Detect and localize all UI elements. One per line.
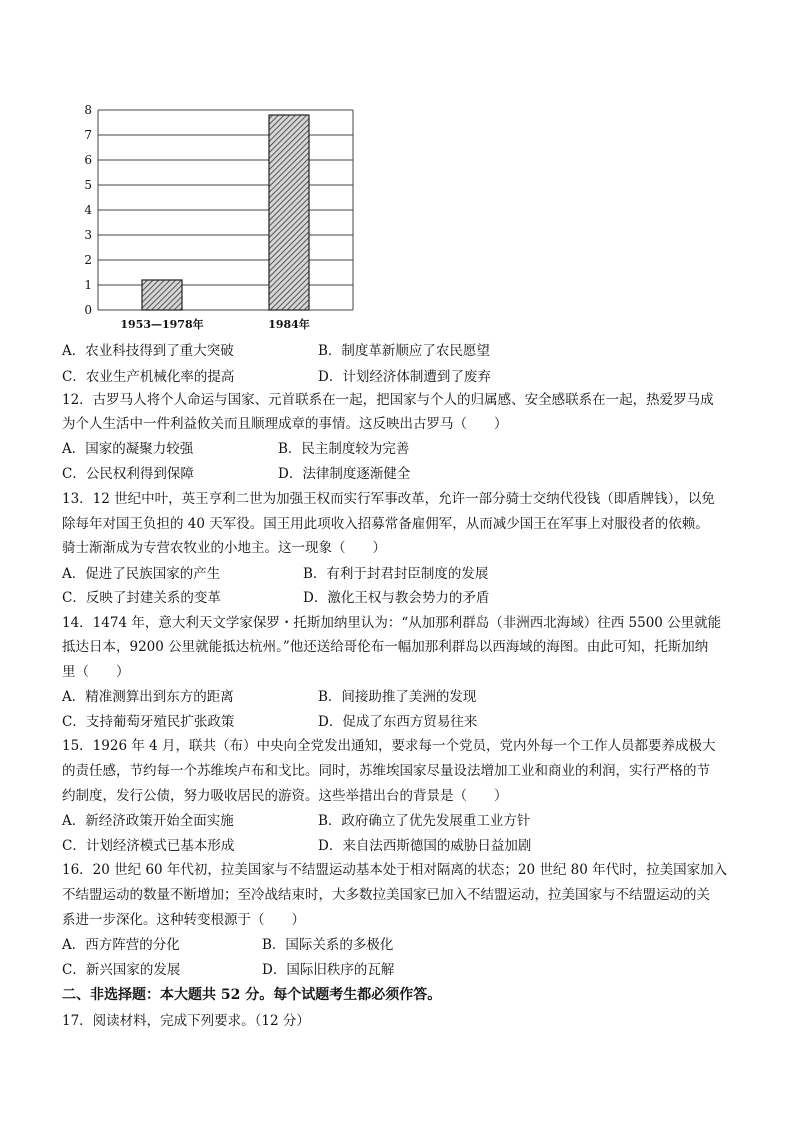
q13-option-d: D．激化王权与教会势力的矛盾 <box>303 590 490 606</box>
y-tick-label: 5 <box>84 178 92 192</box>
y-tick-label: 8 <box>84 103 92 117</box>
q15-stem: 的责任感，节约每一个苏维埃卢布和戈比。同时，苏维埃国家尽量设法增加工业和商业的利润，实行严格的节 <box>62 763 710 779</box>
q12-option-a: A．国家的凝聚力较强 <box>62 441 194 457</box>
y-tick-label: 4 <box>84 203 92 217</box>
q17-stem: 17．阅读材料，完成下列要求。（12 分） <box>62 1013 310 1029</box>
q16-option-d: D．国际旧秩序的瓦解 <box>262 962 395 978</box>
q14-stem: 14．1474 年，意大利天文学家保罗・托斯加纳里认为：“从加那利群岛（非洲西北海域）往西 5500 公里就能 <box>62 615 722 631</box>
q15-option-c: C．计划经济模式已基本形成 <box>62 838 235 854</box>
q13-option-c: C．反映了封建关系的变革 <box>62 590 221 606</box>
q14-stem: 抵达日本，9200 公里就能抵达杭州。”他还送给哥伦布一幅加那利群岛以西海域的海图。由此可知，托斯加纳 <box>62 639 709 655</box>
q14-option-c: C．支持葡萄牙殖民扩张政策 <box>62 714 235 730</box>
q12-option-b: B．民主制度较为完善 <box>278 441 410 457</box>
q15-option-d: D．来自法西斯德国的威胁日益加剧 <box>318 838 532 854</box>
q13-option-b: B．有利于封君封臣制度的发展 <box>303 566 489 582</box>
y-tick-label: 6 <box>84 153 92 167</box>
q16-option-a: A．西方阵营的分化 <box>62 937 180 953</box>
q16-option-c: C．新兴国家的发展 <box>62 962 181 978</box>
q12-option-d: D．法律制度逐渐健全 <box>278 466 411 482</box>
y-tick-label: 2 <box>84 253 92 267</box>
q13-stem: 除每年对国王负担的 40 天军役。国王用此项收入招募常备雇佣军，从而减少国王在军事上对服役者的依赖。 <box>62 516 709 532</box>
y-tick-label: 0 <box>84 303 92 317</box>
q13-stem: 骑士渐渐成为专营农牧业的小地主。这一现象（ ） <box>62 540 386 556</box>
q16-option-b: B．国际关系的多极化 <box>262 937 394 953</box>
q12-option-c: C．公民权利得到保障 <box>62 466 194 482</box>
q11-option-b: B．制度革新顺应了农民愿望 <box>318 343 490 359</box>
q11-option-a: A．农业科技得到了重大突破 <box>62 343 234 359</box>
q15-stem: 15．1926 年 4 月，联共（布）中央向全党发出通知，要求每一个党员，党内外每一个工作人员都要养成极大 <box>62 738 716 754</box>
q15-option-a: A．新经济政策开始全面实施 <box>62 813 234 829</box>
q13-option-a: A．促进了民族国家的产生 <box>62 566 221 582</box>
bar-chart <box>78 100 378 340</box>
q14-option-b: B．间接助推了美洲的发现 <box>318 689 477 705</box>
y-tick-label: 3 <box>84 228 92 242</box>
y-tick-label: 7 <box>84 128 92 142</box>
q15-stem: 约制度，发行公债，努力吸收居民的游资。这些举措出台的背景是（ ） <box>62 788 508 804</box>
x-tick-label: 1984年 <box>268 318 310 331</box>
q14-option-a: A．精准测算出到东方的距离 <box>62 689 234 705</box>
q14-option-d: D．促成了东西方贸易往来 <box>318 714 478 730</box>
q12-stem: 12．古罗马人将个人命运与国家、元首联系在一起，把国家与个人的归属感、安全感联系在一起，热爱罗马成 <box>62 392 714 408</box>
q16-stem: 16．20 世纪 60 年代初，拉美国家与不结盟运动基本处于相对隔离的状态；20 世纪 80 年代时，拉美国家加入 <box>62 862 728 878</box>
q16-stem: 系进一步深化。这种转变根源于（ ） <box>62 912 305 928</box>
q11-option-d: D．计划经济体制遭到了废弃 <box>318 369 491 385</box>
q12-stem: 为个人生活中一件利益攸关而且顺理成章的事情。这反映出古罗马（ ） <box>62 416 508 432</box>
y-tick-label: 1 <box>84 278 92 292</box>
q11-option-c: C．农业生产机械化率的提高 <box>62 369 235 385</box>
q13-stem: 13．12 世纪中叶，英王亨利二世为加强王权而实行军事改革，允许一部分骑士交纳代役钱（即盾牌钱），以免 <box>62 491 715 507</box>
q15-option-b: B．政府确立了优先发展重工业方针 <box>318 813 531 829</box>
q14-stem: 里（ ） <box>62 664 130 680</box>
section-heading: 二、非选择题：本大题共 52 分。每个试题考生都必须作答。 <box>62 987 442 1003</box>
x-tick-label: 1953—1978年 <box>120 318 204 331</box>
bar <box>269 115 309 310</box>
q16-stem: 不结盟运动的数量不断增加；至冷战结束时，大多数拉美国家已加入不结盟运动，拉美国家与不结盟运动的关 <box>62 887 710 903</box>
bar <box>142 280 182 310</box>
